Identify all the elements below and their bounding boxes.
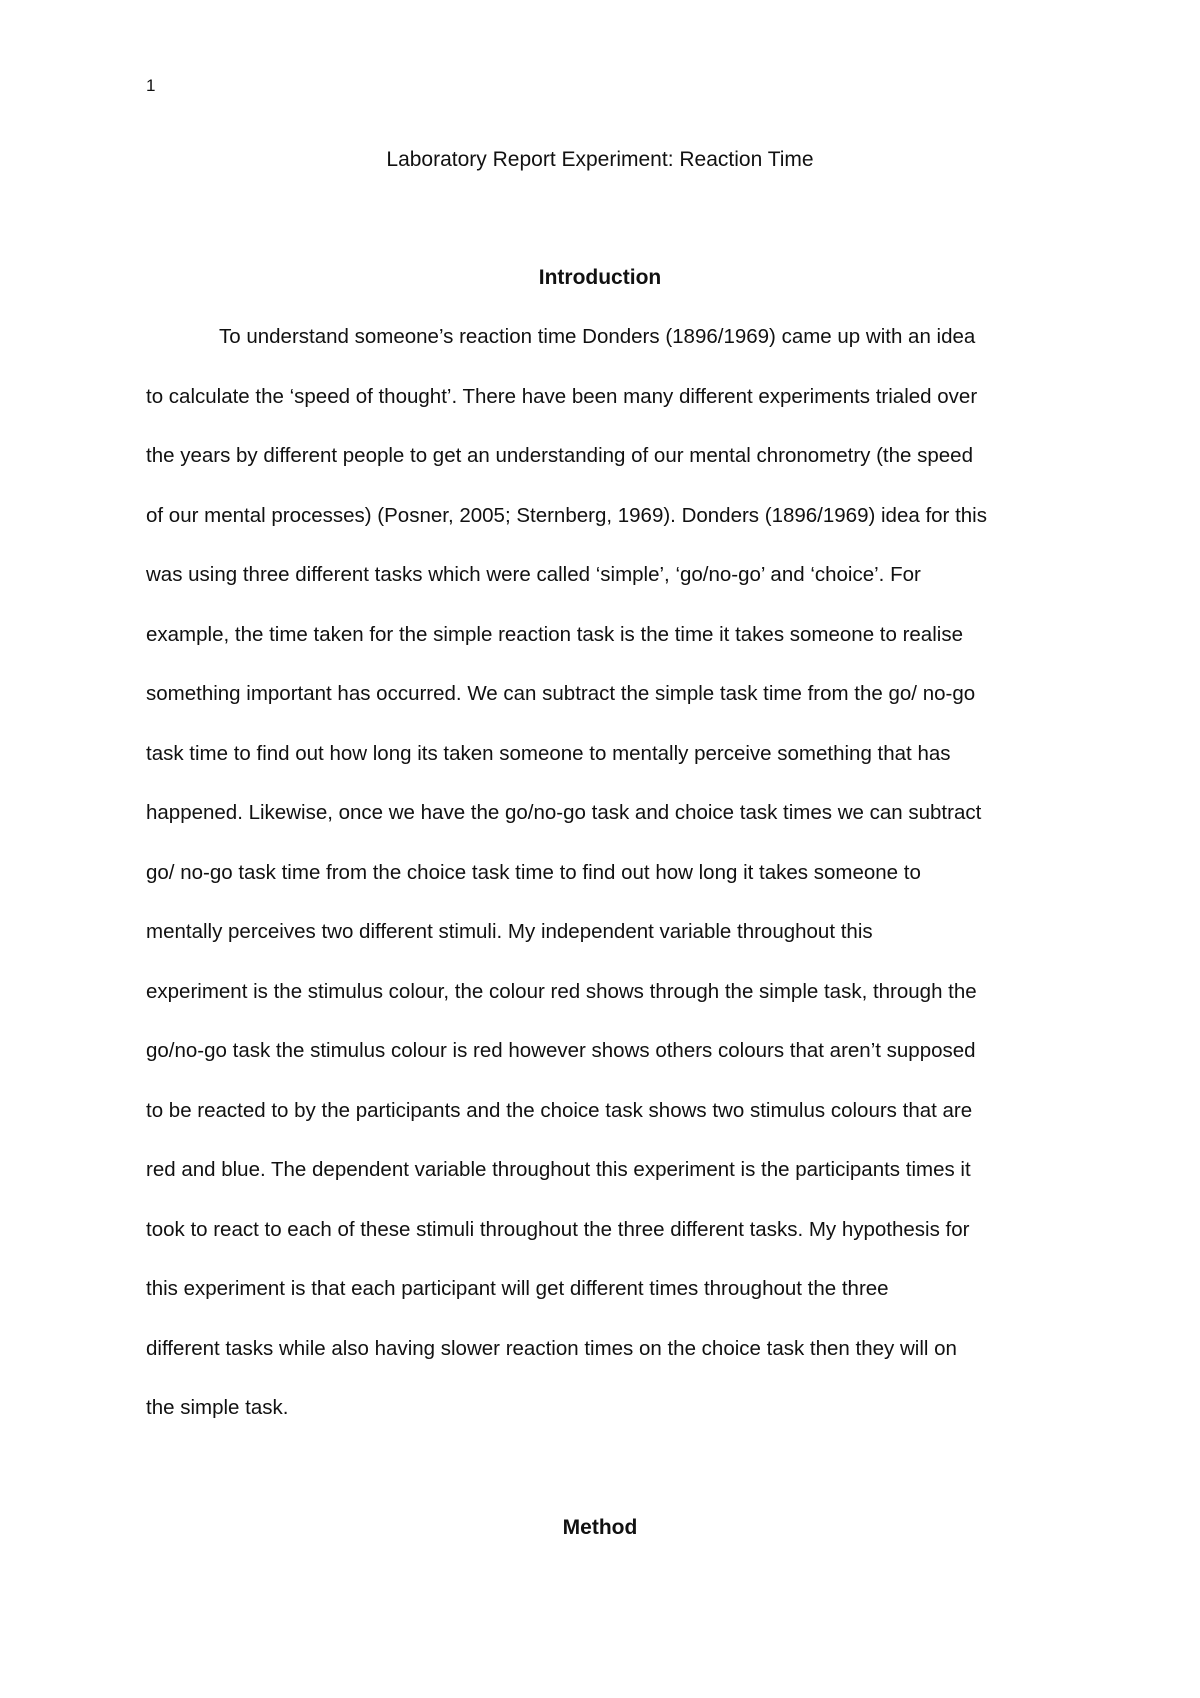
paragraph-line: the years by different people to get an understanding of our mental chronometry (the speed: [146, 444, 973, 467]
paragraph-line: something important has occurred. We can subtract the simple task time from the go/ no-go: [146, 682, 976, 705]
paragraph-line: the simple task.: [146, 1396, 289, 1419]
paragraph-line: took to react to each of these stimuli throughout the three different tasks. My hypothesis for: [146, 1217, 970, 1241]
report-title: Laboratory Report Experiment: Reaction Time: [386, 148, 814, 171]
paragraph-line: task time to find out how long its taken someone to mentally perceive something that has: [146, 741, 951, 765]
page-number: 1: [146, 76, 156, 95]
paragraph-line: go/no-go task the stimulus colour is red however shows others colours that aren’t supposed: [146, 1039, 976, 1062]
paragraph-line: different tasks while also having slower reaction times on the choice task then they will on: [146, 1336, 957, 1360]
introduction-heading: Introduction: [538, 266, 662, 289]
paragraph-line: happened. Likewise, once we have the go/no-go task and choice task times we can subtract: [146, 801, 982, 824]
paragraph-line: mentally perceives two different stimuli. My independent variable throughout this: [146, 920, 873, 943]
paragraph-line: to be reacted to by the participants and the choice task shows two stimulus colours that are: [146, 1098, 973, 1122]
paragraph-line: to calculate the ‘speed of thought’. There have been many different experiments trialed over: [146, 384, 978, 408]
introduction-paragraph: [146, 322, 1066, 1453]
paragraph-line: was using three different tasks which were called ‘simple’, ‘go/no-go’ and ‘choice’. For: [146, 563, 921, 586]
paragraph-line: go/ no-go task time from the choice task time to find out how long it takes someone to: [146, 860, 921, 884]
paragraph-line: To understand someone’s reaction time Donders (1896/1969) came up with an idea: [219, 325, 976, 348]
paragraph-line: example, the time taken for the simple reaction task is the time it takes someone to realise: [146, 622, 963, 646]
method-heading: Method: [562, 1516, 638, 1539]
paragraph-line: experiment is the stimulus colour, the colour red shows through the simple task, through the: [146, 979, 977, 1003]
paragraph-line: this experiment is that each participant will get different times throughout the three: [146, 1277, 889, 1300]
paragraph-line: red and blue. The dependent variable throughout this experiment is the participants times it: [146, 1158, 971, 1181]
paragraph-line: of our mental processes) (Posner, 2005; Sternberg, 1969). Donders (1896/1969) idea for this: [146, 503, 987, 527]
